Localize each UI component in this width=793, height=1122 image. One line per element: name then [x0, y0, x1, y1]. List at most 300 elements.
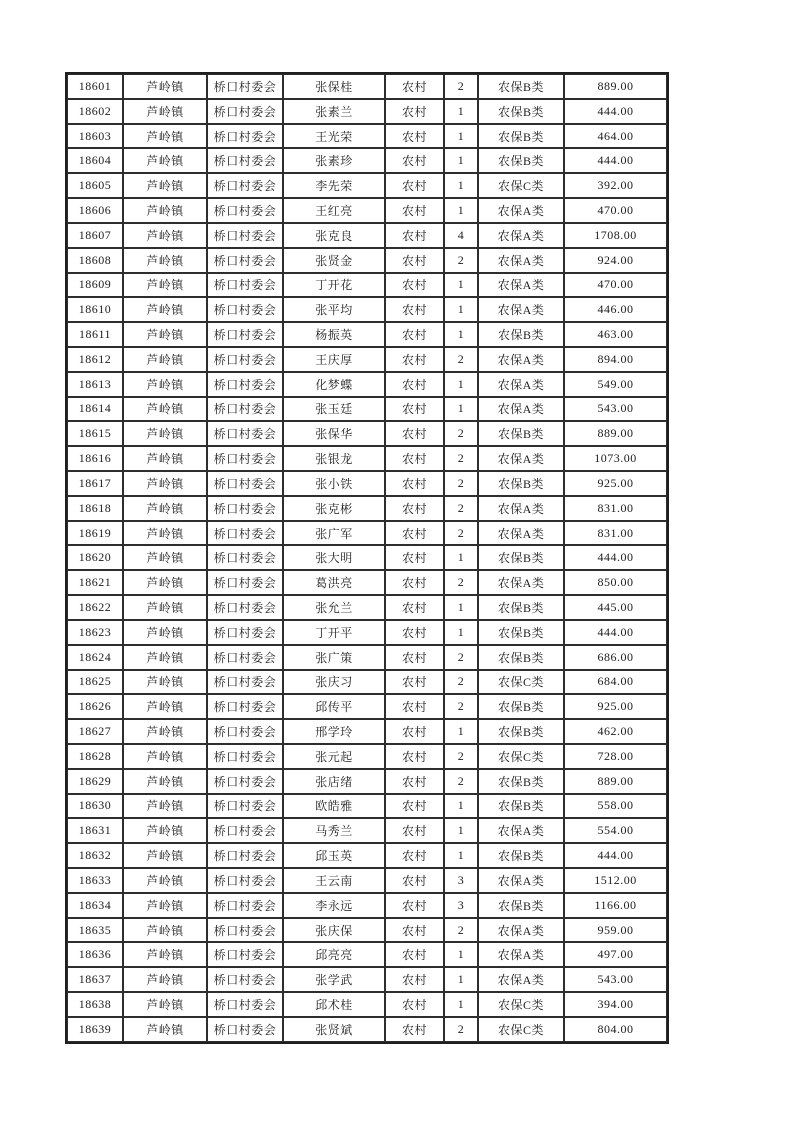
table-row — [67, 942, 667, 967]
cell-amount: 804.00 — [564, 1017, 667, 1042]
cell-village: 桥口村委会 — [207, 595, 283, 620]
cell-town: 芦岭镇 — [123, 521, 207, 546]
cell-name: 王庆厚 — [283, 347, 385, 372]
table-row — [67, 397, 667, 422]
cell-town: 芦岭镇 — [123, 570, 207, 595]
cell-amount: 925.00 — [564, 471, 667, 496]
cell-village: 桥口村委会 — [207, 124, 283, 149]
cell-town: 芦岭镇 — [123, 397, 207, 422]
cell-area-type: 农村 — [385, 273, 444, 298]
cell-village: 桥口村委会 — [207, 620, 283, 645]
cell-village: 桥口村委会 — [207, 769, 283, 794]
cell-count: 2 — [444, 248, 478, 273]
cell-name: 张广军 — [283, 521, 385, 546]
cell-id: 18634 — [67, 893, 123, 918]
cell-id: 18601 — [67, 74, 123, 99]
cell-amount: 684.00 — [564, 670, 667, 695]
cell-area-type: 农村 — [385, 198, 444, 223]
cell-village: 桥口村委会 — [207, 397, 283, 422]
cell-count: 2 — [444, 570, 478, 595]
cell-town: 芦岭镇 — [123, 496, 207, 521]
cell-amount: 470.00 — [564, 273, 667, 298]
cell-amount: 444.00 — [564, 99, 667, 124]
cell-village: 桥口村委会 — [207, 248, 283, 273]
cell-count: 1 — [444, 942, 478, 967]
cell-category: 农保A类 — [478, 942, 564, 967]
cell-id: 18628 — [67, 744, 123, 769]
cell-area-type: 农村 — [385, 893, 444, 918]
cell-count: 4 — [444, 223, 478, 248]
cell-area-type: 农村 — [385, 868, 444, 893]
cell-name: 张广策 — [283, 645, 385, 670]
table-row — [67, 198, 667, 223]
cell-count: 1 — [444, 124, 478, 149]
cell-category: 农保B类 — [478, 421, 564, 446]
table-row — [67, 421, 667, 446]
cell-count: 1 — [444, 273, 478, 298]
cell-name: 张保桂 — [283, 74, 385, 99]
cell-area-type: 农村 — [385, 744, 444, 769]
cell-id: 18624 — [67, 645, 123, 670]
cell-category: 农保A类 — [478, 446, 564, 471]
cell-area-type: 农村 — [385, 670, 444, 695]
cell-count: 2 — [444, 1017, 478, 1042]
cell-name: 张庆保 — [283, 918, 385, 943]
cell-category: 农保A类 — [478, 372, 564, 397]
cell-amount: 1708.00 — [564, 223, 667, 248]
cell-id: 18603 — [67, 124, 123, 149]
cell-id: 18627 — [67, 719, 123, 744]
table-row — [67, 297, 667, 322]
table-row — [67, 645, 667, 670]
cell-id: 18611 — [67, 322, 123, 347]
table-row — [67, 372, 667, 397]
cell-town: 芦岭镇 — [123, 148, 207, 173]
cell-amount: 543.00 — [564, 967, 667, 992]
cell-count: 1 — [444, 595, 478, 620]
cell-amount: 444.00 — [564, 620, 667, 645]
cell-id: 18638 — [67, 992, 123, 1017]
cell-name: 化梦蝶 — [283, 372, 385, 397]
cell-area-type: 农村 — [385, 322, 444, 347]
cell-category: 农保B类 — [478, 471, 564, 496]
cell-count: 1 — [444, 99, 478, 124]
cell-area-type: 农村 — [385, 297, 444, 322]
cell-area-type: 农村 — [385, 248, 444, 273]
cell-amount: 462.00 — [564, 719, 667, 744]
cell-category: 农保B类 — [478, 620, 564, 645]
cell-town: 芦岭镇 — [123, 918, 207, 943]
cell-id: 18632 — [67, 843, 123, 868]
cell-name: 邱术桂 — [283, 992, 385, 1017]
cell-amount: 392.00 — [564, 173, 667, 198]
cell-area-type: 农村 — [385, 1017, 444, 1042]
cell-amount: 1073.00 — [564, 446, 667, 471]
cell-category: 农保A类 — [478, 570, 564, 595]
cell-area-type: 农村 — [385, 421, 444, 446]
cell-id: 18615 — [67, 421, 123, 446]
cell-name: 张玉廷 — [283, 397, 385, 422]
table-row — [67, 148, 667, 173]
cell-village: 桥口村委会 — [207, 496, 283, 521]
cell-category: 农保A类 — [478, 967, 564, 992]
cell-town: 芦岭镇 — [123, 694, 207, 719]
cell-village: 桥口村委会 — [207, 744, 283, 769]
cell-area-type: 农村 — [385, 521, 444, 546]
cell-village: 桥口村委会 — [207, 694, 283, 719]
cell-name: 张克彬 — [283, 496, 385, 521]
cell-category: 农保A类 — [478, 198, 564, 223]
cell-area-type: 农村 — [385, 620, 444, 645]
cell-amount: 850.00 — [564, 570, 667, 595]
cell-area-type: 农村 — [385, 719, 444, 744]
cell-id: 18610 — [67, 297, 123, 322]
cell-category: 农保C类 — [478, 670, 564, 695]
cell-count: 2 — [444, 521, 478, 546]
cell-area-type: 农村 — [385, 173, 444, 198]
table-row — [67, 347, 667, 372]
cell-id: 18613 — [67, 372, 123, 397]
cell-area-type: 农村 — [385, 372, 444, 397]
cell-village: 桥口村委会 — [207, 794, 283, 819]
cell-count: 1 — [444, 843, 478, 868]
cell-village: 桥口村委会 — [207, 148, 283, 173]
cell-count: 2 — [444, 744, 478, 769]
cell-name: 葛洪亮 — [283, 570, 385, 595]
cell-name: 张允兰 — [283, 595, 385, 620]
table-row — [67, 99, 667, 124]
cell-count: 1 — [444, 173, 478, 198]
cell-count: 2 — [444, 769, 478, 794]
cell-name: 丁开花 — [283, 273, 385, 298]
cell-area-type: 农村 — [385, 99, 444, 124]
cell-id: 18606 — [67, 198, 123, 223]
cell-amount: 444.00 — [564, 843, 667, 868]
cell-name: 欧皓雅 — [283, 794, 385, 819]
cell-town: 芦岭镇 — [123, 248, 207, 273]
cell-village: 桥口村委会 — [207, 893, 283, 918]
table-row — [67, 545, 667, 570]
cell-count: 2 — [444, 74, 478, 99]
cell-village: 桥口村委会 — [207, 570, 283, 595]
cell-amount: 894.00 — [564, 347, 667, 372]
cell-town: 芦岭镇 — [123, 818, 207, 843]
cell-amount: 497.00 — [564, 942, 667, 967]
cell-category: 农保A类 — [478, 818, 564, 843]
cell-amount: 1166.00 — [564, 893, 667, 918]
cell-category: 农保B类 — [478, 124, 564, 149]
cell-amount: 925.00 — [564, 694, 667, 719]
cell-area-type: 农村 — [385, 545, 444, 570]
cell-village: 桥口村委会 — [207, 843, 283, 868]
cell-area-type: 农村 — [385, 992, 444, 1017]
cell-amount: 728.00 — [564, 744, 667, 769]
cell-area-type: 农村 — [385, 74, 444, 99]
cell-category: 农保A类 — [478, 223, 564, 248]
table-row — [67, 620, 667, 645]
cell-village: 桥口村委会 — [207, 223, 283, 248]
table-row — [67, 694, 667, 719]
cell-town: 芦岭镇 — [123, 992, 207, 1017]
cell-area-type: 农村 — [385, 967, 444, 992]
cell-name: 邱传平 — [283, 694, 385, 719]
cell-village: 桥口村委会 — [207, 297, 283, 322]
cell-town: 芦岭镇 — [123, 446, 207, 471]
cell-name: 张庆习 — [283, 670, 385, 695]
cell-village: 桥口村委会 — [207, 918, 283, 943]
cell-town: 芦岭镇 — [123, 794, 207, 819]
cell-id: 18622 — [67, 595, 123, 620]
cell-count: 1 — [444, 372, 478, 397]
cell-count: 1 — [444, 198, 478, 223]
cell-area-type: 农村 — [385, 347, 444, 372]
cell-count: 1 — [444, 992, 478, 1017]
cell-village: 桥口村委会 — [207, 670, 283, 695]
table-row — [67, 223, 667, 248]
cell-town: 芦岭镇 — [123, 843, 207, 868]
cell-count: 2 — [444, 670, 478, 695]
cell-town: 芦岭镇 — [123, 223, 207, 248]
cell-town: 芦岭镇 — [123, 347, 207, 372]
cell-id: 18639 — [67, 1017, 123, 1042]
cell-id: 18636 — [67, 942, 123, 967]
cell-town: 芦岭镇 — [123, 99, 207, 124]
cell-village: 桥口村委会 — [207, 273, 283, 298]
cell-amount: 889.00 — [564, 74, 667, 99]
cell-name: 邱亮亮 — [283, 942, 385, 967]
cell-name: 王云南 — [283, 868, 385, 893]
table-row — [67, 1017, 667, 1042]
cell-name: 张学武 — [283, 967, 385, 992]
table-row — [67, 868, 667, 893]
cell-area-type: 农村 — [385, 794, 444, 819]
cell-amount: 463.00 — [564, 322, 667, 347]
cell-village: 桥口村委会 — [207, 372, 283, 397]
table-row — [67, 570, 667, 595]
table-row — [67, 446, 667, 471]
cell-name: 马秀兰 — [283, 818, 385, 843]
cell-amount: 889.00 — [564, 421, 667, 446]
cell-category: 农保A类 — [478, 918, 564, 943]
table-row — [67, 794, 667, 819]
cell-id: 18620 — [67, 545, 123, 570]
cell-amount: 924.00 — [564, 248, 667, 273]
table-row — [67, 322, 667, 347]
table-row — [67, 719, 667, 744]
cell-count: 3 — [444, 868, 478, 893]
cell-id: 18637 — [67, 967, 123, 992]
cell-name: 张素兰 — [283, 99, 385, 124]
cell-count: 1 — [444, 545, 478, 570]
table-row — [67, 173, 667, 198]
cell-amount: 959.00 — [564, 918, 667, 943]
table-row — [67, 918, 667, 943]
cell-village: 桥口村委会 — [207, 446, 283, 471]
cell-count: 2 — [444, 918, 478, 943]
table-row — [67, 496, 667, 521]
cell-id: 18625 — [67, 670, 123, 695]
cell-amount: 464.00 — [564, 124, 667, 149]
cell-id: 18630 — [67, 794, 123, 819]
cell-amount: 445.00 — [564, 595, 667, 620]
cell-town: 芦岭镇 — [123, 868, 207, 893]
cell-name: 张店绪 — [283, 769, 385, 794]
cell-town: 芦岭镇 — [123, 471, 207, 496]
cell-area-type: 农村 — [385, 918, 444, 943]
cell-town: 芦岭镇 — [123, 967, 207, 992]
cell-category: 农保A类 — [478, 248, 564, 273]
payment-table — [65, 72, 669, 1044]
cell-count: 3 — [444, 893, 478, 918]
table-row — [67, 670, 667, 695]
cell-town: 芦岭镇 — [123, 595, 207, 620]
cell-id: 18614 — [67, 397, 123, 422]
cell-town: 芦岭镇 — [123, 322, 207, 347]
cell-town: 芦岭镇 — [123, 1017, 207, 1042]
cell-village: 桥口村委会 — [207, 198, 283, 223]
cell-name: 邱玉英 — [283, 843, 385, 868]
cell-name: 李永远 — [283, 893, 385, 918]
cell-count: 2 — [444, 645, 478, 670]
cell-area-type: 农村 — [385, 148, 444, 173]
cell-town: 芦岭镇 — [123, 372, 207, 397]
cell-village: 桥口村委会 — [207, 545, 283, 570]
cell-village: 桥口村委会 — [207, 868, 283, 893]
cell-area-type: 农村 — [385, 124, 444, 149]
cell-area-type: 农村 — [385, 645, 444, 670]
cell-town: 芦岭镇 — [123, 173, 207, 198]
cell-amount: 686.00 — [564, 645, 667, 670]
cell-count: 2 — [444, 694, 478, 719]
cell-name: 张克良 — [283, 223, 385, 248]
cell-name: 张贤金 — [283, 248, 385, 273]
table-row — [67, 992, 667, 1017]
table-row — [67, 248, 667, 273]
cell-id: 18635 — [67, 918, 123, 943]
cell-count: 1 — [444, 397, 478, 422]
cell-area-type: 农村 — [385, 843, 444, 868]
cell-id: 18612 — [67, 347, 123, 372]
table-row — [67, 124, 667, 149]
cell-id: 18617 — [67, 471, 123, 496]
table-row — [67, 471, 667, 496]
cell-count: 1 — [444, 967, 478, 992]
cell-id: 18607 — [67, 223, 123, 248]
cell-category: 农保B类 — [478, 74, 564, 99]
cell-id: 18623 — [67, 620, 123, 645]
table-row — [67, 744, 667, 769]
cell-area-type: 农村 — [385, 223, 444, 248]
cell-id: 18629 — [67, 769, 123, 794]
cell-village: 桥口村委会 — [207, 645, 283, 670]
cell-name: 丁开平 — [283, 620, 385, 645]
cell-category: 农保A类 — [478, 496, 564, 521]
cell-category: 农保B类 — [478, 322, 564, 347]
cell-count: 1 — [444, 719, 478, 744]
cell-name: 张银龙 — [283, 446, 385, 471]
cell-category: 农保A类 — [478, 297, 564, 322]
cell-id: 18605 — [67, 173, 123, 198]
table-body — [67, 74, 667, 1042]
cell-village: 桥口村委会 — [207, 74, 283, 99]
cell-area-type: 农村 — [385, 397, 444, 422]
cell-town: 芦岭镇 — [123, 620, 207, 645]
cell-village: 桥口村委会 — [207, 322, 283, 347]
table-row — [67, 818, 667, 843]
cell-area-type: 农村 — [385, 471, 444, 496]
cell-id: 18633 — [67, 868, 123, 893]
cell-id: 18619 — [67, 521, 123, 546]
cell-town: 芦岭镇 — [123, 645, 207, 670]
cell-town: 芦岭镇 — [123, 744, 207, 769]
cell-category: 农保B类 — [478, 843, 564, 868]
cell-village: 桥口村委会 — [207, 719, 283, 744]
cell-category: 农保B类 — [478, 794, 564, 819]
cell-category: 农保B类 — [478, 719, 564, 744]
cell-id: 18609 — [67, 273, 123, 298]
cell-amount: 889.00 — [564, 769, 667, 794]
table-row — [67, 595, 667, 620]
table-row — [67, 769, 667, 794]
cell-area-type: 农村 — [385, 694, 444, 719]
cell-category: 农保A类 — [478, 868, 564, 893]
cell-area-type: 农村 — [385, 496, 444, 521]
cell-town: 芦岭镇 — [123, 670, 207, 695]
cell-category: 农保C类 — [478, 1017, 564, 1042]
cell-amount: 831.00 — [564, 496, 667, 521]
cell-count: 2 — [444, 496, 478, 521]
cell-town: 芦岭镇 — [123, 893, 207, 918]
cell-amount: 394.00 — [564, 992, 667, 1017]
cell-amount: 549.00 — [564, 372, 667, 397]
cell-count: 1 — [444, 297, 478, 322]
cell-category: 农保B类 — [478, 99, 564, 124]
cell-village: 桥口村委会 — [207, 992, 283, 1017]
cell-category: 农保B类 — [478, 645, 564, 670]
cell-amount: 444.00 — [564, 148, 667, 173]
cell-name: 张大明 — [283, 545, 385, 570]
cell-village: 桥口村委会 — [207, 942, 283, 967]
cell-category: 农保B类 — [478, 893, 564, 918]
cell-village: 桥口村委会 — [207, 967, 283, 992]
cell-name: 张小铁 — [283, 471, 385, 496]
cell-village: 桥口村委会 — [207, 421, 283, 446]
table-row — [67, 893, 667, 918]
cell-id: 18626 — [67, 694, 123, 719]
cell-category: 农保A类 — [478, 273, 564, 298]
cell-name: 张平均 — [283, 297, 385, 322]
cell-name: 张保华 — [283, 421, 385, 446]
cell-amount: 470.00 — [564, 198, 667, 223]
cell-town: 芦岭镇 — [123, 273, 207, 298]
cell-town: 芦岭镇 — [123, 942, 207, 967]
cell-count: 2 — [444, 446, 478, 471]
cell-amount: 446.00 — [564, 297, 667, 322]
cell-amount: 1512.00 — [564, 868, 667, 893]
cell-category: 农保B类 — [478, 595, 564, 620]
cell-category: 农保A类 — [478, 521, 564, 546]
cell-name: 邢学玲 — [283, 719, 385, 744]
cell-village: 桥口村委会 — [207, 347, 283, 372]
cell-count: 1 — [444, 794, 478, 819]
cell-count: 1 — [444, 148, 478, 173]
table-row — [67, 967, 667, 992]
cell-id: 18602 — [67, 99, 123, 124]
cell-area-type: 农村 — [385, 942, 444, 967]
cell-area-type: 农村 — [385, 570, 444, 595]
cell-village: 桥口村委会 — [207, 521, 283, 546]
cell-area-type: 农村 — [385, 595, 444, 620]
